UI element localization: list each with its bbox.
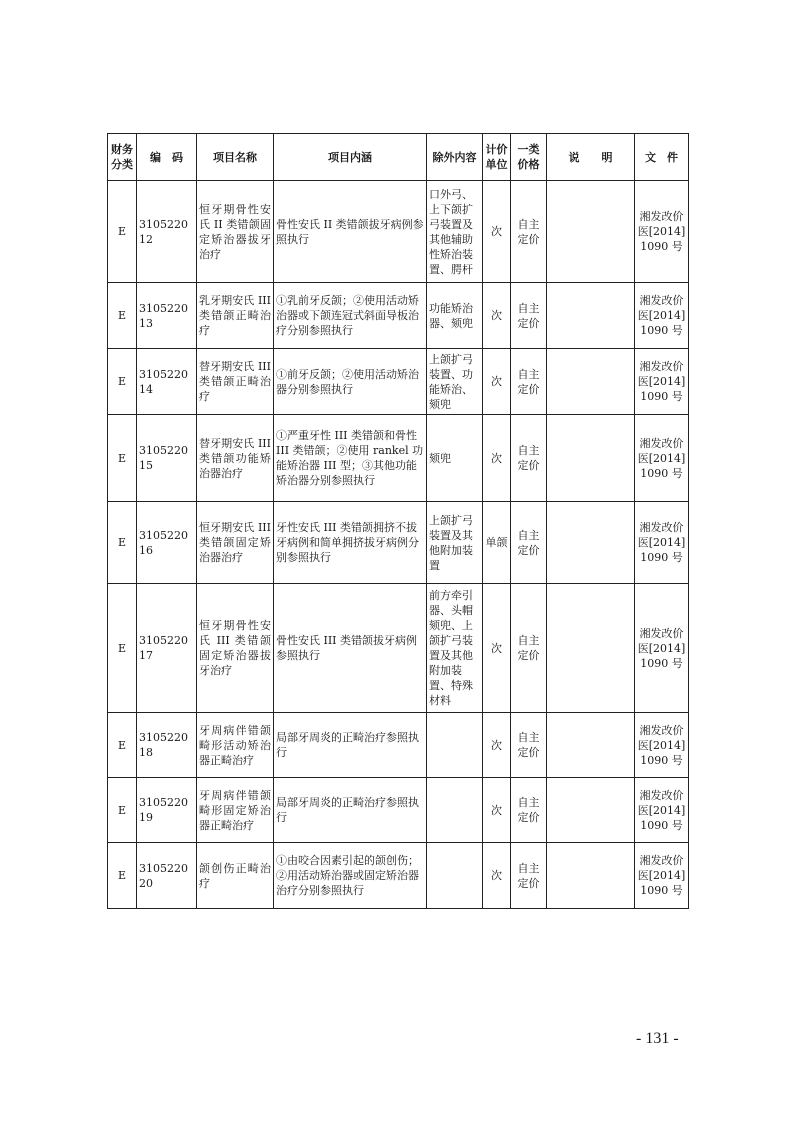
cell-code: 310522019 (137, 778, 197, 843)
header-document: 文 件 (635, 134, 689, 181)
cell-exclude (427, 713, 483, 778)
cell-document: 湘发改价医[2014]1090 号 (635, 283, 689, 349)
cell-code: 310522017 (137, 584, 197, 713)
header-item-name: 项目名称 (197, 134, 274, 181)
cell-document: 湘发改价医[2014]1090 号 (635, 415, 689, 502)
cell-note (547, 502, 635, 584)
cell-content: 牙性安氏 III 类错颌拥挤不拔牙病例和简单拥挤拔牙病例分别参照执行 (274, 502, 427, 584)
cell-code: 310522014 (137, 349, 197, 415)
header-note: 说 明 (547, 134, 635, 181)
cell-price: 自主定价 (511, 778, 547, 843)
cell-unit: 次 (483, 778, 511, 843)
cell-document: 湘发改价医[2014]1090 号 (635, 778, 689, 843)
cell-name: 替牙期安氏 III 类错颌功能矫治器治疗 (197, 415, 274, 502)
cell-name: 乳牙期安氏 III 类错颌正畸治疗 (197, 283, 274, 349)
cell-content: 骨性安氏 II 类错颌拔牙病例参照执行 (274, 181, 427, 283)
table-row (108, 584, 689, 713)
table-row (108, 502, 689, 584)
cell-code: 310522012 (137, 181, 197, 283)
cell-exclude: 上颌扩弓装置、功能矫治、颏兜 (427, 349, 483, 415)
cell-price: 自主定价 (511, 713, 547, 778)
table-row (108, 713, 689, 778)
cell-name: 替牙期安氏 III 类错颌正畸治疗 (197, 349, 274, 415)
cell-document: 湘发改价医[2014]1090 号 (635, 584, 689, 713)
cell-content: ①严重牙性 III 类错颌和骨性 III 类错颌；②使用 rankel 功能矫治器 III 型；③其他功能矫治器分别参照执行 (274, 415, 427, 502)
cell-name: 恒牙期骨性安氏 II 类错颌固定矫治器拔牙治疗 (197, 181, 274, 283)
cell-code: 310522013 (137, 283, 197, 349)
cell-document: 湘发改价医[2014]1090 号 (635, 502, 689, 584)
cell-content: 局部牙周炎的正畸治疗参照执行 (274, 713, 427, 778)
cell-unit: 次 (483, 181, 511, 283)
cell-category: E (108, 843, 137, 909)
cell-category: E (108, 283, 137, 349)
cell-note (547, 713, 635, 778)
table-row (108, 843, 689, 909)
cell-name: 牙周病伴错颌畸形活动矫治器正畸治疗 (197, 713, 274, 778)
cell-name: 牙周病伴错颌畸形固定矫治器正畸治疗 (197, 778, 274, 843)
cell-exclude (427, 843, 483, 909)
header-price: 一类价格 (511, 134, 547, 181)
cell-document: 湘发改价医[2014]1090 号 (635, 843, 689, 909)
cell-name: 恒牙期安氏 III 类错颌固定矫治器治疗 (197, 502, 274, 584)
cell-price: 自主定价 (511, 843, 547, 909)
cell-document: 湘发改价医[2014]1090 号 (635, 181, 689, 283)
table-row (108, 181, 689, 283)
cell-unit: 次 (483, 843, 511, 909)
cell-content: 骨性安氏 III 类错颌拔牙病例参照执行 (274, 584, 427, 713)
cell-content: 局部牙周炎的正畸治疗参照执行 (274, 778, 427, 843)
cell-document: 湘发改价医[2014]1090 号 (635, 349, 689, 415)
cell-note (547, 843, 635, 909)
cell-content: ①由咬合因素引起的颌创伤；②用活动矫治器或固定矫治器治疗分别参照执行 (274, 843, 427, 909)
fee-table (107, 133, 689, 909)
cell-note (547, 584, 635, 713)
cell-exclude: 上颌扩弓装置及其他附加装置 (427, 502, 483, 584)
cell-category: E (108, 349, 137, 415)
cell-category: E (108, 181, 137, 283)
cell-exclude: 颏兜 (427, 415, 483, 502)
table-row (108, 778, 689, 843)
cell-unit: 次 (483, 713, 511, 778)
cell-category: E (108, 713, 137, 778)
cell-note (547, 415, 635, 502)
cell-exclude: 前方牵引器、头帽颏兜、上颌扩弓装置及其他附加装置、特殊材料 (427, 584, 483, 713)
cell-code: 310522016 (137, 502, 197, 584)
cell-content: ①乳前牙反颌；②使用活动矫治器或下颌连冠式斜面导板治疗分别参照执行 (274, 283, 427, 349)
cell-price: 自主定价 (511, 584, 547, 713)
header-excluded: 除外内容 (427, 134, 483, 181)
cell-note (547, 778, 635, 843)
cell-unit: 次 (483, 349, 511, 415)
cell-document: 湘发改价医[2014]1090 号 (635, 713, 689, 778)
cell-code: 310522018 (137, 713, 197, 778)
page-number: - 131 - (636, 1030, 679, 1047)
table-row (108, 349, 689, 415)
cell-exclude (427, 778, 483, 843)
cell-exclude: 功能矫治器、颏兜 (427, 283, 483, 349)
cell-unit: 次 (483, 584, 511, 713)
cell-price: 自主定价 (511, 502, 547, 584)
cell-code: 310522020 (137, 843, 197, 909)
cell-category: E (108, 502, 137, 584)
cell-unit: 次 (483, 415, 511, 502)
header-code: 编 码 (137, 134, 197, 181)
cell-note (547, 349, 635, 415)
cell-unit: 次 (483, 283, 511, 349)
header-row (108, 134, 689, 181)
cell-category: E (108, 415, 137, 502)
cell-price: 自主定价 (511, 283, 547, 349)
table-row (108, 283, 689, 349)
header-unit: 计价单位 (483, 134, 511, 181)
cell-exclude: 口外弓、上下颌扩弓装置及其他辅助性矫治装置、腭杆 (427, 181, 483, 283)
cell-category: E (108, 778, 137, 843)
cell-price: 自主定价 (511, 415, 547, 502)
cell-note (547, 283, 635, 349)
cell-code: 310522015 (137, 415, 197, 502)
cell-note (547, 181, 635, 283)
cell-name: 颌创伤正畸治疗 (197, 843, 274, 909)
header-category: 财务分类 (108, 134, 137, 181)
table-row (108, 415, 689, 502)
cell-price: 自主定价 (511, 349, 547, 415)
cell-name: 恒牙期骨性安氏 III 类错颌固定矫治器拔牙治疗 (197, 584, 274, 713)
cell-unit: 单颌 (483, 502, 511, 584)
cell-category: E (108, 584, 137, 713)
cell-price: 自主定价 (511, 181, 547, 283)
header-item-content: 项目内涵 (274, 134, 427, 181)
cell-content: ①前牙反颌；②使用活动矫治器分别参照执行 (274, 349, 427, 415)
